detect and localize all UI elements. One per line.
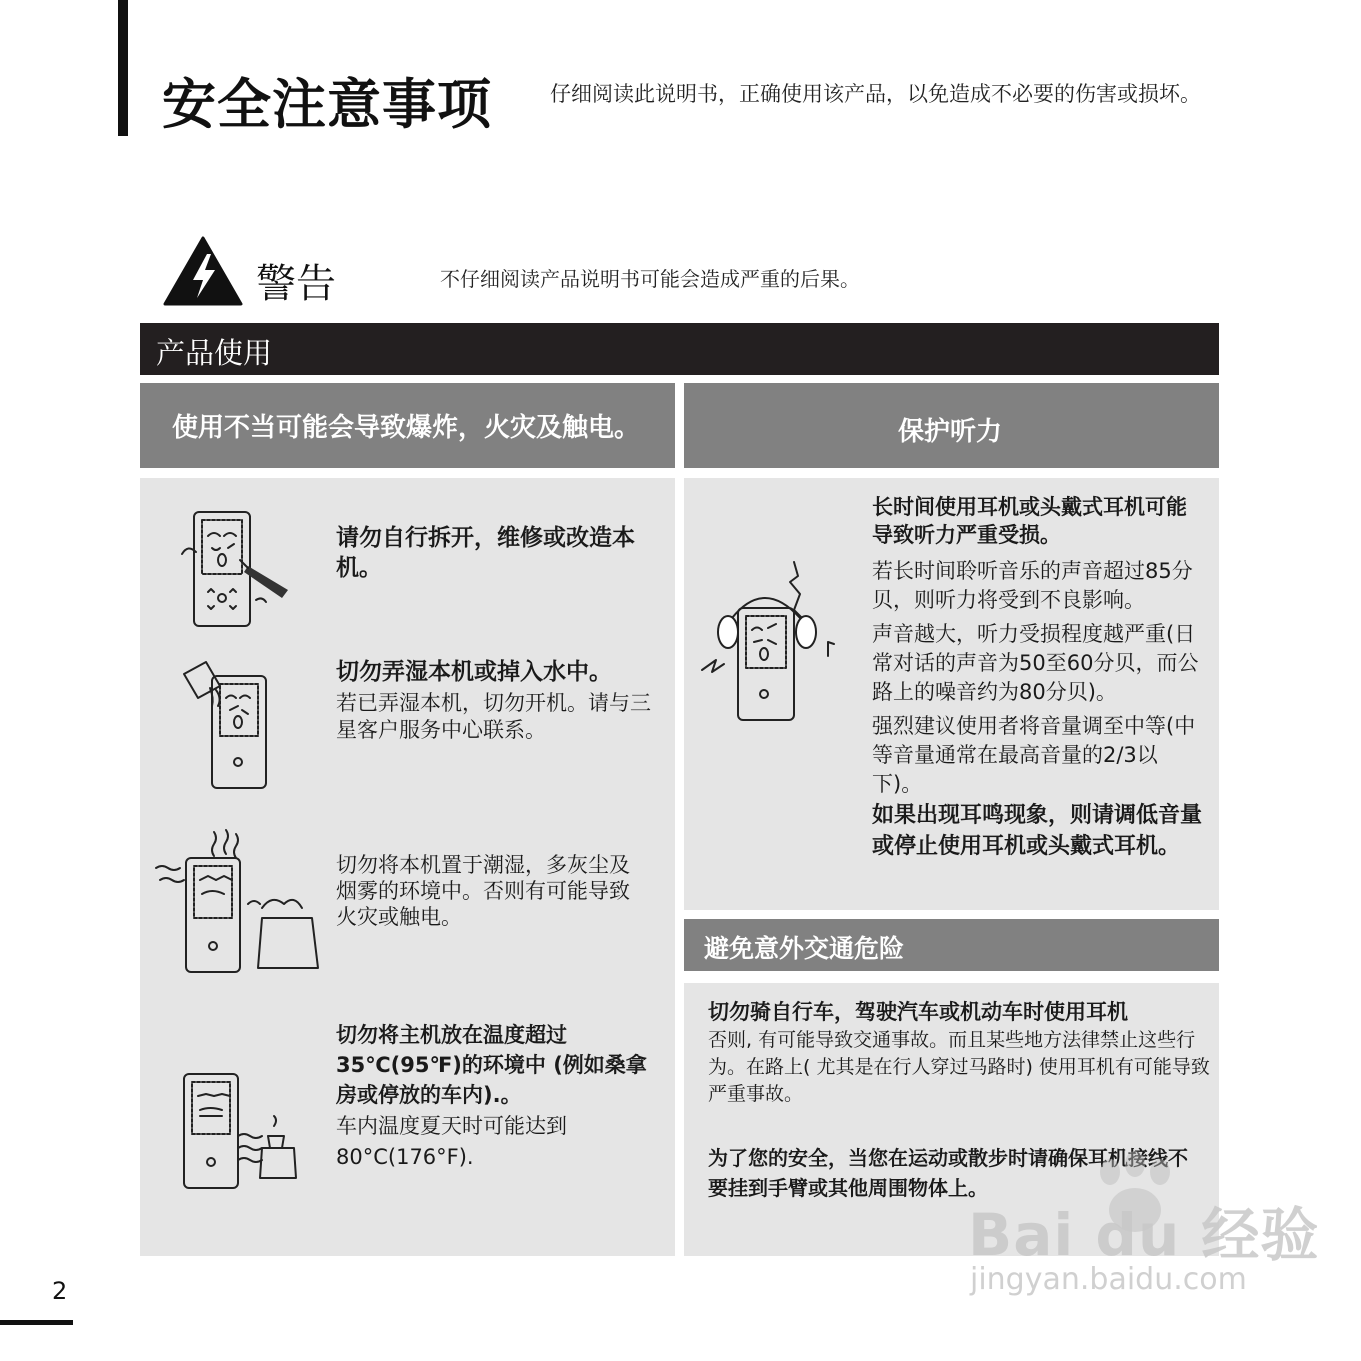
warning-lightning-icon [163,236,243,306]
bottom-rule [0,1320,73,1325]
hearing-paragraph-2: 声音越大，听力受损程度越严重(日常对话的声音为50至60分贝，而公路上的噪音约为80分贝)。 [872,622,1199,704]
player-headphones-illustration [698,558,848,732]
section-title: 产品使用 [156,336,273,370]
item4-text: 车内温度夏天时可能达到80°C(176°F). [336,1114,567,1169]
hearing-title: 长时间使用耳机或头戴式耳机可能导致听力严重受损。 [872,495,1187,547]
warning-label: 警告 [256,261,336,307]
traffic-heading: 避免意外交通危险 [704,934,905,963]
page-number: 2 [52,1277,68,1305]
traffic-text: 否则, 有可能导致交通事故。而且某些地方法律禁止这些行为。在路上( 尤其是在行人穿过马路时) 使用耳机有可能导致严重事故。 [708,1029,1210,1105]
player-water-illustration [180,654,280,798]
left-heading-text: 使用不当可能会导致爆炸，火灾及触电。 [172,413,641,443]
hearing-paragraph-3: 强烈建议使用者将音量调至中等(中等音量通常在最高音量的2/3以下)。 [872,714,1196,796]
left-column-heading [140,383,675,468]
traffic-title: 切勿骑自行车，驾驶汽车或机动车时使用耳机 [708,1000,1128,1024]
item3-text: 切勿将本机置于潮湿，多灰尘及烟雾的环境中。否则有可能导致火灾或触电。 [336,853,630,929]
title-side-bar [118,0,128,136]
right-column-heading [684,383,1219,468]
player-heat-illustration [178,1068,308,1197]
section-bar [140,323,1219,375]
player-dust-illustration [152,828,322,982]
page-subtitle: 仔细阅读此说明书，正确使用该产品，以免造成不必要的伤害或损坏。 [550,82,1201,106]
watermark-url: jingyan.baidu.com [970,1262,1247,1297]
right-heading-text: 保护听力 [898,417,1003,447]
watermark-logo: Bai du 经验 [968,1201,1320,1269]
hearing-paragraph-1: 若长时间聆听音乐的声音超过85分贝，则听力将受到不良影响。 [872,559,1193,612]
item2-title: 切勿弄湿本机或掉入水中。 [336,659,612,685]
warning-text: 不仔细阅读产品说明书可能会造成严重的后果。 [440,267,860,291]
item1-title: 请勿自行拆开，维修或改造本机。 [336,525,635,581]
page-title: 安全注意事项 [162,73,492,136]
item2-text: 若已弄湿本机，切勿开机。请与三星客户服务中心联系。 [336,691,651,742]
hearing-tinnitus-note: 如果出现耳鸣现象，则请调低音量或停止使用耳机或头戴式耳机。 [872,803,1203,859]
traffic-heading-bar [684,919,1219,971]
player-screwdriver-illustration [178,508,298,637]
item4-title: 切勿将主机放在温度超过35℃(95℉)的环境中 (例如桑拿房或停放的车内).。 [336,1023,647,1107]
safety-note: 为了您的安全，当您在运动或散步时请确保耳机接线不要挂到手臂或其他周围物体上。 [708,1146,1188,1200]
